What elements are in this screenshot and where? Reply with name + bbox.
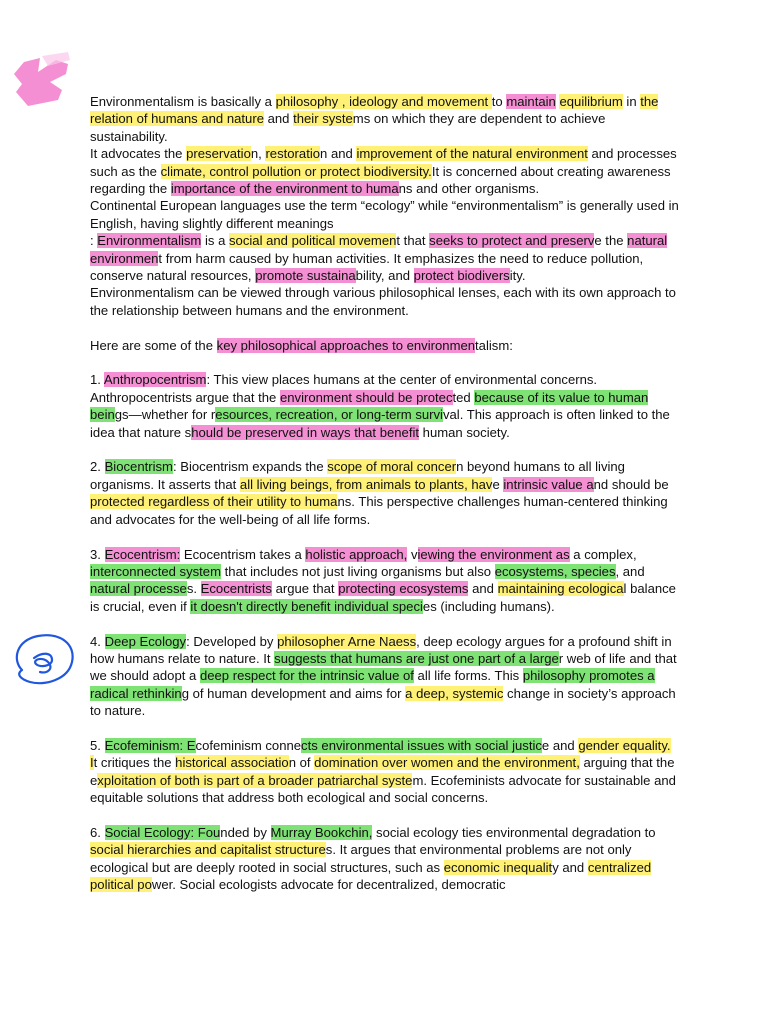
pink-highlight: protecting ecosystems (338, 581, 469, 597)
text-run: : (90, 233, 98, 249)
paragraph-gap (90, 528, 680, 545)
text-run: , deep ecology argues for a profound shift in how humans relate to nature. It (90, 633, 672, 666)
paragraph-gap (90, 354, 680, 371)
yellow-highlight: scope of moral concer (327, 459, 457, 475)
text-run: nded by (220, 824, 271, 840)
text-run: that includes not just living organisms but also (221, 563, 495, 579)
text-run: talism: (475, 337, 513, 353)
text-run: and (468, 581, 498, 597)
green-highlight: interconnected system (90, 563, 222, 579)
text-run: ity. (509, 268, 526, 284)
yellow-highlight: centralized political po (90, 859, 652, 893)
text-run: Here are some of the (90, 337, 217, 353)
pink-highlight: Environmentalism (97, 233, 202, 249)
yellow-highlight: maintaining ecologica (497, 581, 624, 597)
green-highlight: natural processe (90, 581, 187, 597)
paragraph-gap (90, 319, 680, 336)
text-run: , and (615, 563, 645, 579)
text-run: : Developed by (186, 633, 278, 649)
yellow-highlight: philosophy , ideology and movement (275, 94, 492, 109)
text-run: s. (186, 581, 201, 597)
text-run: gs—whether for r (114, 407, 216, 423)
text-run: 2. (90, 459, 105, 475)
text-run: s. It argues that environmental problems are not only ecological but are deeply rooted in social structures, such as (90, 842, 632, 875)
pink-highlight: seeks to protect and preserv (429, 233, 595, 249)
green-highlight: because of its value to human bein (90, 389, 649, 423)
paragraph-gap (90, 720, 680, 737)
text-run: y and (552, 859, 588, 875)
green-highlight: Biocentrism (104, 459, 173, 475)
text-run: argue that (271, 581, 339, 597)
text-run: wer. Social ecologists advocate for decentralized, democratic (151, 877, 506, 893)
yellow-highlight: preservatio (186, 146, 251, 162)
yellow-highlight: a deep, systemic (405, 685, 504, 701)
text-run: n of (288, 755, 315, 771)
text-run: in (622, 94, 641, 109)
text-run: 1. (90, 372, 104, 388)
text-run: : This view places humans at the center of environmental concerns. Anthropocentrists argue that the (90, 372, 598, 405)
text-run: It is concerned about creating awareness regarding the (90, 163, 671, 197)
yellow-highlight: restoratio (265, 146, 321, 162)
text-run: g of human development and aims for (181, 685, 406, 701)
paragraph (90, 824, 680, 894)
yellow-highlight: historical associatio (175, 755, 289, 771)
text-run: n and (320, 146, 357, 162)
yellow-highlight: xploitation of both is part of a broader patriarchal syste (97, 772, 413, 788)
yellow-highlight: the relation of humans and nature (90, 94, 659, 127)
document-text (90, 93, 680, 894)
text-run: cofeminism conne (195, 737, 302, 753)
green-highlight: it doesn't directly benefit individual speci (190, 598, 423, 614)
text-run: nd should be (593, 476, 669, 492)
paragraph (90, 371, 680, 441)
green-highlight: philosophy promotes a radical rethinkin (90, 668, 655, 701)
paragraph (90, 284, 680, 319)
text-run: bility, and (355, 268, 414, 284)
text-run: ms on which they are dependent to achieve sustainability. (90, 111, 606, 144)
text-run: and (263, 111, 294, 127)
text-run: r web of life and that we should adopt a (90, 650, 677, 684)
yellow-highlight: their syste (293, 111, 353, 127)
yellow-highlight: improvement of the natural environment (356, 146, 588, 162)
text-run: human society. (419, 424, 510, 440)
pink-highlight: intrinsic value a (503, 476, 594, 492)
yellow-highlight: philosopher Arne Naess (277, 633, 417, 649)
paragraph (90, 93, 680, 145)
paragraph (90, 232, 680, 284)
text-run: e the (594, 233, 628, 249)
text-run: 4. (90, 633, 105, 649)
pink-highlight: protect biodivers (413, 268, 510, 284)
text-run: Environmentalism is basically a (90, 94, 276, 109)
paragraph-gap (90, 807, 680, 824)
text-run: arguing that the e (90, 755, 675, 788)
green-highlight: ecosystems, species (494, 563, 616, 579)
paragraph (90, 145, 680, 197)
yellow-highlight: protected regardless of their utility to huma (90, 494, 338, 510)
blue-scribble-icon (8, 630, 80, 690)
text-run: ted (452, 389, 475, 405)
pink-highlight: holistic approach, (305, 546, 408, 562)
text-run: t that (396, 233, 430, 249)
pink-highlight: importance of the environment to huma (170, 181, 399, 197)
yellow-highlight: social hierarchies and capitalist structure (90, 842, 326, 858)
text-run: : Biocentrism expands the (172, 459, 328, 475)
text-run: all life forms. This (413, 668, 523, 684)
text-run: Ecocentrism takes a (180, 546, 306, 562)
text-run: Environmentalism can be viewed through various philosophical lenses, each with its own approach to the relationship between humans and the environment. (90, 285, 676, 318)
pink-highlight: key philosophical approaches to environmen (216, 337, 476, 353)
pink-highlight: Ecocentrists (200, 581, 272, 597)
text-run: m. Ecofeminists advocate for sustainable and equitable solutions that address both ecological and social concerns. (90, 772, 676, 806)
pink-arrow-icon (8, 48, 74, 110)
text-run: is a (201, 233, 229, 249)
text-run: v (407, 546, 418, 562)
pink-highlight: promote sustaina (255, 268, 356, 284)
text-run: 3. (90, 546, 105, 562)
paragraph-gap (90, 615, 680, 632)
text-run: Continental European languages use the term “ecology” while “environmentalism” is generally used in English, having slightly different meanings (90, 198, 679, 231)
paragraph (90, 337, 680, 354)
text-run: l balance is crucial, even if (90, 581, 676, 614)
text-run: change in society’s approach to nature. (90, 685, 676, 719)
pink-highlight: environment should be protec (279, 389, 453, 405)
text-run: It advocates the (90, 146, 187, 162)
text-run: val. This approach is often linked to the idea that nature s (90, 407, 670, 440)
green-highlight: Social Ecology: Fou (104, 824, 221, 840)
yellow-highlight: gender equality. I (90, 737, 671, 771)
paragraph (90, 458, 680, 528)
text-run: t critiques the (93, 755, 176, 771)
yellow-highlight: climate, control pollution or protect biodiversity. (160, 163, 432, 179)
paragraph (90, 197, 680, 232)
pink-highlight: Anthropocentrism (103, 372, 207, 388)
text-run: ns. This perspective challenges human-centered thinking and advocates for the well-being of all life forms. (90, 494, 668, 527)
pink-highlight: Ecocentrism: (104, 546, 181, 562)
green-highlight: Deep Ecology (104, 633, 187, 649)
text-run: es (including humans). (422, 598, 555, 614)
paragraph-gap (90, 441, 680, 458)
yellow-highlight: social and political movemen (229, 233, 397, 249)
yellow-highlight: domination over women and the environment, (314, 755, 580, 771)
paragraph (90, 633, 680, 720)
paragraph (90, 737, 680, 807)
text-run: t from harm caused by human activities. It emphasizes the need to reduce pollution, conserve natural resources, (90, 250, 644, 284)
text-run: 6. (90, 824, 105, 840)
pink-highlight: iewing the environment as (417, 546, 570, 562)
yellow-highlight: equilibrium (559, 94, 623, 109)
text-run: to (491, 94, 507, 109)
pink-highlight: hould be preserved in ways that benefit (191, 424, 420, 440)
text-run: 5. (90, 737, 105, 753)
text-run: n beyond humans to all living organisms. It asserts that (90, 459, 625, 492)
text-run: and processes such as the (90, 146, 677, 179)
text-run: a complex, (569, 546, 637, 562)
text-run: social ecology ties environmental degradation to (372, 824, 656, 840)
text-run: ns and other organisms. (398, 181, 540, 197)
yellow-highlight: economic inequalit (443, 859, 553, 875)
green-highlight: Murray Bookchin, (270, 824, 373, 840)
green-highlight: esources, recreation, or long-term survi (215, 407, 443, 423)
green-highlight: Ecofeminism: E (104, 737, 196, 753)
text-run: n, (250, 146, 266, 162)
green-highlight: cts environmental issues with social justic (301, 737, 542, 753)
paragraph (90, 546, 680, 616)
text-run: e and (541, 737, 579, 753)
yellow-highlight: all living beings, from animals to plants, hav (239, 476, 493, 492)
text-run: e (492, 476, 504, 492)
pink-highlight: maintain (506, 94, 556, 109)
pink-highlight: natural environmen (90, 233, 668, 266)
green-highlight: suggests that humans are just one part of a large (274, 650, 559, 666)
green-highlight: deep respect for the intrinsic value of (199, 668, 414, 684)
